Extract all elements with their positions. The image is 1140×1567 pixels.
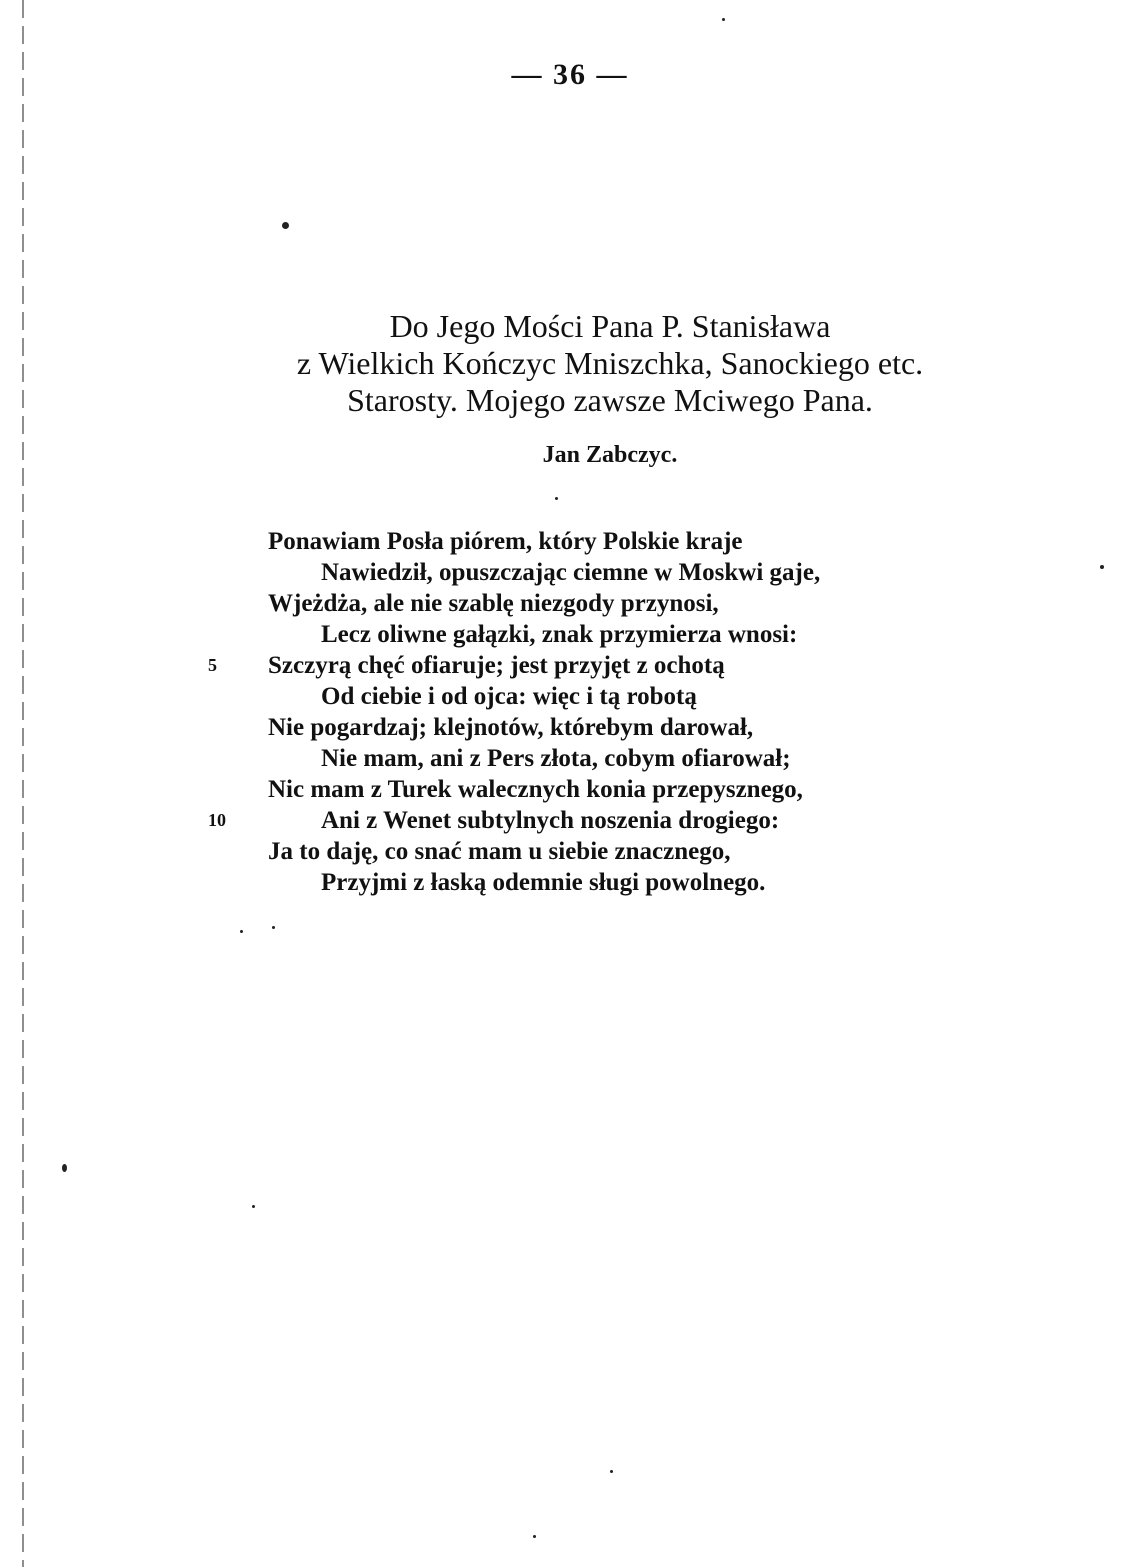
- scan-speck: [62, 1164, 67, 1172]
- verse-text: Szczyrą chęć ofiaruje; jest przyjęt z ochotą: [268, 652, 725, 679]
- verse-text: Nie mam, ani z Pers złota, cobym ofiarował;: [321, 745, 791, 772]
- verse-text: Ani z Wenet subtylnych noszenia drogiego:: [321, 807, 780, 834]
- verse-text: Nie pogardzaj; klejnotów, którebym darował,: [268, 714, 754, 741]
- scan-speck: [555, 497, 558, 500]
- scan-speck: [252, 1205, 255, 1208]
- verse-line: [0, 774, 1140, 805]
- dedication-heading: [0, 308, 1140, 419]
- line-number: 10: [208, 810, 226, 830]
- verse-line: [0, 650, 1140, 681]
- scan-speck: [272, 926, 275, 929]
- verse-text: Nawiedził, opuszczając ciemne w Moskwi gaje,: [321, 559, 821, 586]
- dedication-line: z Wielkich Kończyc Mniszchka, Sanockiego etc.: [296, 345, 924, 381]
- verse-line: [0, 619, 1140, 650]
- verse-text: Wjeżdża, ale nie szablę niezgody przynosi,: [268, 590, 719, 617]
- verse-line: [0, 712, 1140, 743]
- verse-line: [0, 743, 1140, 774]
- scan-speck: [610, 1470, 613, 1473]
- verse-line: [0, 526, 1140, 557]
- page-number: — 36 —: [511, 58, 629, 91]
- verse-line: [0, 867, 1140, 898]
- verse-text: Nic mam z Turek walecznych konia przepysznego,: [268, 776, 803, 803]
- verse-line: [0, 588, 1140, 619]
- scan-speck: [1100, 565, 1104, 569]
- verse-line: [0, 681, 1140, 712]
- dedication-line: Starosty. Mojego zawsze Mciwego Pana.: [347, 382, 873, 418]
- poem-body: [0, 526, 1140, 898]
- verse-text: Lecz oliwne gałązki, znak przymierza wnosi:: [321, 621, 798, 648]
- scan-speck: [282, 222, 289, 229]
- verse-text: Ponawiam Posła piórem, który Polskie kraje: [268, 528, 743, 555]
- line-number: 5: [208, 655, 217, 675]
- scan-speck: [722, 18, 725, 21]
- verse-text: Ja to daję, co snać mam u siebie znacznego,: [268, 838, 731, 865]
- verse-text: Przyjmi z łaską odemnie sługi powolnego.: [321, 869, 766, 896]
- verse-text: Od ciebie i od ojca: więc i tą robotą: [321, 683, 697, 710]
- scan-speck: [533, 1535, 536, 1538]
- scan-speck: [240, 930, 243, 933]
- verse-line: [0, 836, 1140, 867]
- dedication-line: Do Jego Mości Pana P. Stanisława: [389, 308, 831, 344]
- author-signature: Jan Zabczyc.: [542, 442, 678, 468]
- verse-line: [0, 805, 1140, 836]
- verse-line: [0, 557, 1140, 588]
